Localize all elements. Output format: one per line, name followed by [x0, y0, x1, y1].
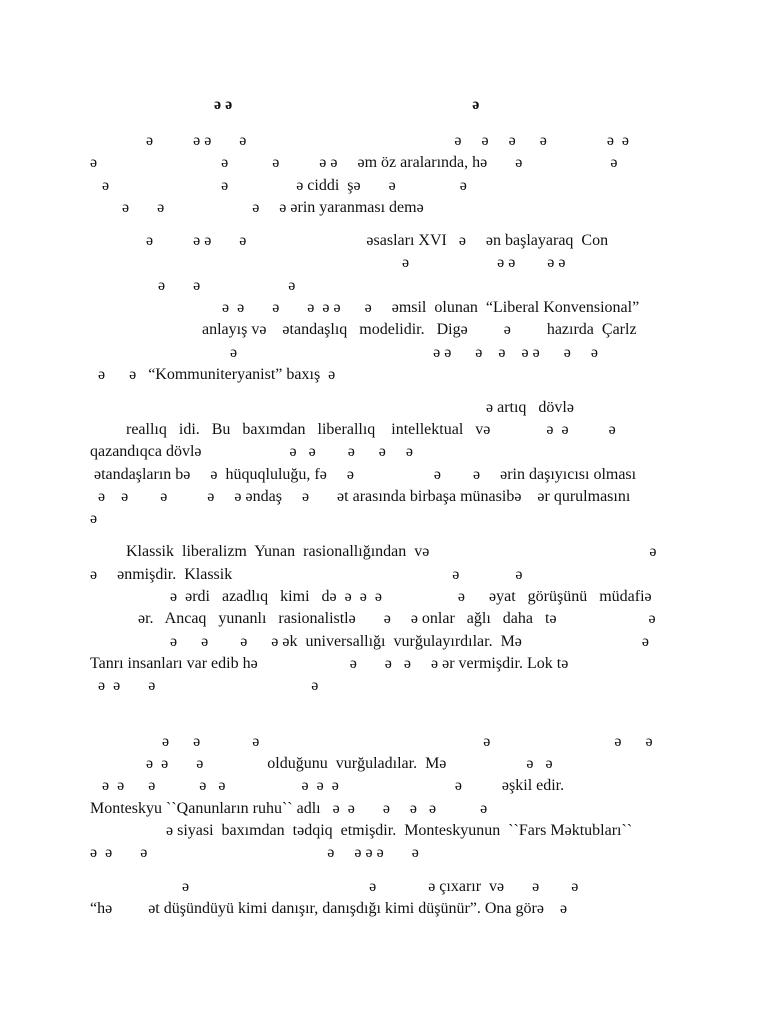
paragraph-4-line-1: Klassik liberalizm Yunan rasionallığından və ə	[90, 543, 657, 560]
paragraph-1-line-3: ə ə ə ciddi şə ə ə	[90, 177, 467, 194]
paragraph-2-line-1: ə ə ə ə əsasları XVI ə ən başlayaraq Con	[90, 232, 609, 249]
paragraph-4-line-2: ə ənmişdir. Klassik ə ə	[90, 566, 523, 583]
paragraph-2-line-4: ə ə ə ə ə ə ə əmsil olunan “Liberal Konvensional”	[90, 299, 640, 316]
paragraph-3-line-3: qazandıqca dövlə ə ə ə ə ə	[90, 443, 414, 460]
paragraph-1-line-1: ə ə ə ə ə ə ə ə ə ə	[90, 132, 630, 149]
paragraph-3-line-5: ə ə ə ə ə əndaş ə ət arasında birbaşa münasibə ər qurulmasını	[90, 488, 631, 505]
paragraph-4-line-6: Tanrı insanları var edib hə ə ə ə ə ər vermişdir. Lok tə	[90, 655, 569, 672]
paragraph-3-line-2: reallıq idi. Bu baxımdan liberallıq intellektual və ə ə ə	[90, 421, 616, 438]
paragraph-2-line-5: anlayış və ətandaşlıq modelidir. Digə ə hazırda Çarlz	[90, 321, 637, 338]
paragraph-6-line-2: “hə ət düşündüyü kimi danışır, danışdığı kimi düşünür”. Ona görə ə	[90, 900, 568, 917]
paragraph-4-line-7: ə ə ə ə	[90, 677, 319, 694]
paragraph-5-line-5: Monteskyu ``Qanunların ruhu`` adlı ə ə ə ə ə ə	[90, 800, 488, 817]
paragraph-3-line-1: ə artıq dövlə	[90, 399, 574, 416]
paragraph-4-line-3: ə ərdi azadlıq kimi də ə ə ə ə əyat görüşünü müdafiə	[90, 588, 652, 605]
paragraph-6-line-1: ə ə ə çıxarır və ə ə	[90, 878, 579, 895]
document-heading: ə ə ə	[90, 96, 480, 113]
paragraph-5-line-6: ə siyasi baxımdan tədqiq etmişdir. Monteskyunun ``Fars Məktubları``	[90, 822, 633, 839]
paragraph-5-line-3: ə ə ə olduğunu vurğuladılar. Mə ə ə	[90, 755, 553, 772]
paragraph-5-line-7: ə ə ə ə ə ə ə ə	[90, 844, 419, 861]
paragraph-1-line-4: ə ə ə ə ərin yaranması demə	[90, 199, 424, 216]
paragraph-5-line-4: ə ə ə ə ə ə ə ə ə əşkil edir.	[90, 777, 565, 794]
paragraph-2-line-3: ə ə ə	[90, 277, 296, 294]
paragraph-1-line-2: ə ə ə ə ə əm öz aralarında, hə ə ə	[90, 154, 618, 171]
paragraph-2-line-6: ə ə ə ə ə ə ə ə ə	[90, 344, 598, 361]
paragraph-3-line-6: ə	[90, 510, 98, 527]
paragraph-5-line-2: ə ə ə ə ə ə	[90, 733, 653, 750]
paragraph-2-line-2: ə ə ə ə ə	[90, 254, 566, 271]
paragraph-4-line-5: ə ə ə ə ək universallığı vurğulayırdılar. Mə ə	[90, 633, 650, 650]
paragraph-3-line-4: ətandaşların bə ə hüquqluluğu, fə ə ə ə ərin daşıyıcısı olması	[90, 466, 637, 483]
paragraph-2-line-7: ə ə “Kommuniteryanist” baxış ə	[90, 366, 336, 383]
paragraph-4-line-4: ər. Ancaq yunanlı rasionalistlə ə ə onlar ağlı daha tə ə	[90, 610, 656, 627]
